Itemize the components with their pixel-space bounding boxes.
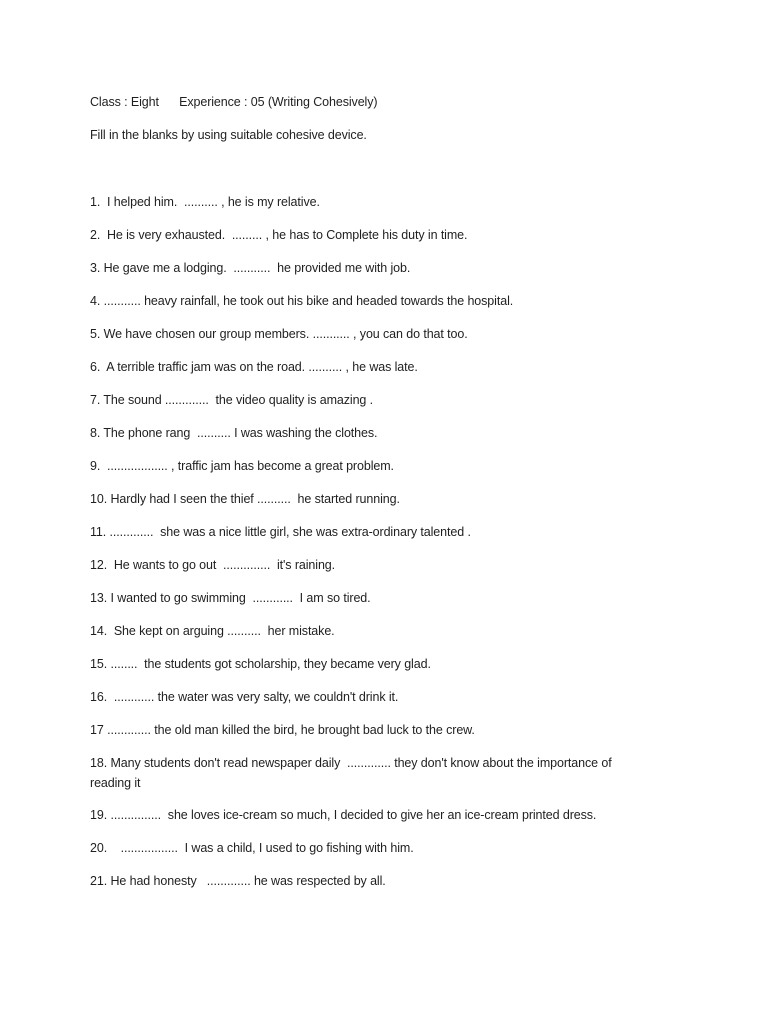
question-item: 21. He had honesty ............. he was respected by all. (90, 874, 386, 888)
worksheet-page (90, 93, 690, 904)
question-item: 15. ........ the students got scholarship, they became very glad. (90, 657, 431, 671)
question-item: 19. ............... she loves ice-cream so much, I decided to give her an ice-cream printed dress. (90, 808, 597, 822)
question-item: 6. A terrible traffic jam was on the road. .......... , he was late. (90, 360, 418, 374)
question-item: 13. I wanted to go swimming ............ I am so tired. (90, 591, 371, 605)
question-list (90, 192, 690, 891)
question-item: 8. The phone rang .......... I was washing the clothes. (90, 426, 378, 440)
question-item: 2. He is very exhausted. ......... , he has to Complete his duty in time. (90, 228, 468, 242)
question-item: 11. ............. she was a nice little girl, she was extra-ordinary talented . (90, 525, 471, 539)
question-item: 14. She kept on arguing .......... her mistake. (90, 624, 335, 638)
question-item: 20. ................. I was a child, I used to go fishing with him. (90, 841, 414, 855)
question-item: 18. Many students don't read newspaper daily ............. they don't know about the importance of reading it (90, 756, 615, 790)
question-item: 4. ........... heavy rainfall, he took out his bike and headed towards the hospital. (90, 294, 514, 308)
worksheet-header: Class : Eight Experience : 05 (Writing Cohesively) (90, 95, 378, 109)
question-item: 7. The sound ............. the video quality is amazing . (90, 393, 374, 407)
question-item: 12. He wants to go out .............. it's raining. (90, 558, 336, 572)
question-item: 5. We have chosen our group members. ........... , you can do that too. (90, 327, 468, 341)
question-item: 17 ............. the old man killed the bird, he brought bad luck to the crew. (90, 723, 475, 737)
question-item: 3. He gave me a lodging. ........... he provided me with job. (90, 261, 411, 275)
question-item: 10. Hardly had I seen the thief .......... he started running. (90, 492, 400, 506)
question-item: 16. ............ the water was very salty, we couldn't drink it. (90, 690, 399, 704)
question-item: 9. .................. , traffic jam has become a great problem. (90, 459, 394, 473)
instruction-text: Fill in the blanks by using suitable cohesive device. (90, 128, 367, 142)
question-item: 1. I helped him. .......... , he is my relative. (90, 195, 320, 209)
